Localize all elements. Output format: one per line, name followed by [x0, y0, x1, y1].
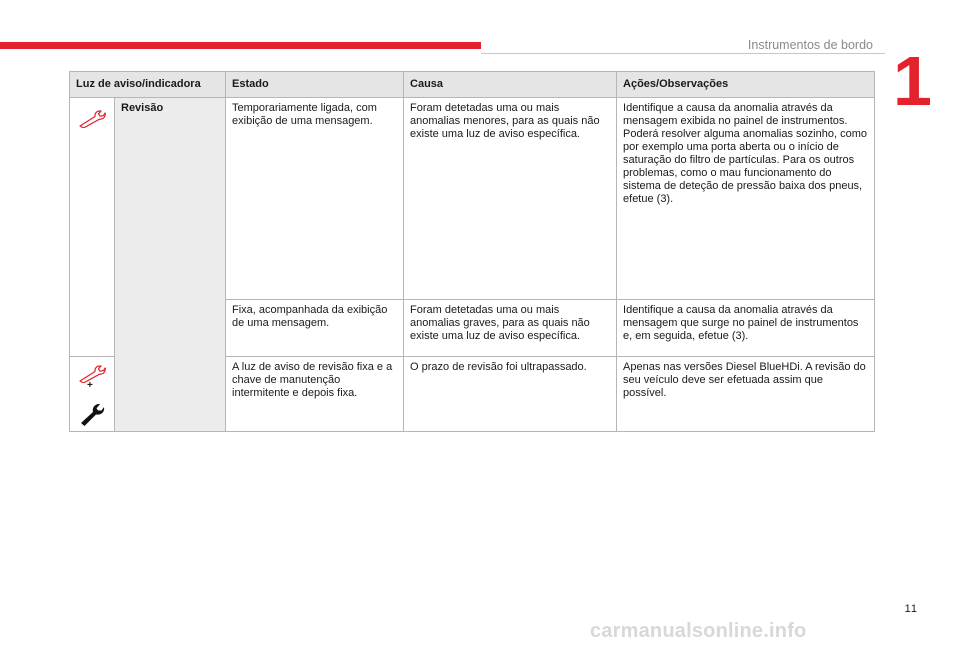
section-title: Instrumentos de bordo: [747, 38, 873, 52]
wrench-solid-icon: [79, 401, 105, 427]
warning-light-table: [69, 71, 875, 432]
row1-acoes: Identifique a causa da anomalia através da mensagem exibida no painel de instrumentos. Poderá resolver alguma anomalias sozinho, como por exemplo uma porta aberta ou o início de saturação do filtro de partículas. Para os outros problemas, como o mau funcionamento do sistema de deteção de pressão baixa dos pneus, efetue (3).: [617, 98, 875, 300]
row2-causa: Foram detetadas uma ou mais anomalias graves, para as quais não existe uma luz de aviso específica.: [404, 300, 617, 357]
header-causa: Causa: [404, 72, 617, 98]
row1-causa: Foram detetadas uma ou mais anomalias menores, para as quais não existe uma luz de aviso específica.: [404, 98, 617, 300]
row2-estado: Fixa, acompanhada da exibição de uma mensagem.: [226, 300, 404, 357]
row1-estado: Temporariamente ligada, com exibição de uma mensagem.: [226, 98, 404, 300]
icon-cell-outline: [70, 98, 115, 357]
watermark: carmanualsonline.info: [590, 620, 807, 642]
header-acoes: Ações/Observações: [617, 72, 875, 98]
header-estado: Estado: [226, 72, 404, 98]
row3-acoes: Apenas nas versões Diesel BlueHDi. A revisão do seu veículo deve ser efetuada assim que possível.: [617, 357, 875, 432]
table-row: [70, 98, 875, 300]
header-red-bar: [0, 42, 481, 49]
row3-causa: O prazo de revisão foi ultrapassado.: [404, 357, 617, 432]
table-header-row: [70, 72, 875, 98]
header-divider: [481, 53, 885, 54]
plus-symbol: +: [87, 380, 93, 391]
icon-cell-combined: [70, 357, 115, 432]
row3-estado: A luz de aviso de revisão fixa e a chave de manutenção intermitente e depois fixa.: [226, 357, 404, 432]
wrench-outline-icon: [77, 110, 107, 128]
warning-name: Revisão: [115, 98, 226, 432]
page-number: 11: [904, 603, 918, 615]
chapter-number: 1: [893, 54, 932, 109]
row2-acoes: Identifique a causa da anomalia através da mensagem que surge no painel de instrumentos e, em seguida, efetue (3).: [617, 300, 875, 357]
header-luz: Luz de aviso/indicadora: [70, 72, 226, 98]
